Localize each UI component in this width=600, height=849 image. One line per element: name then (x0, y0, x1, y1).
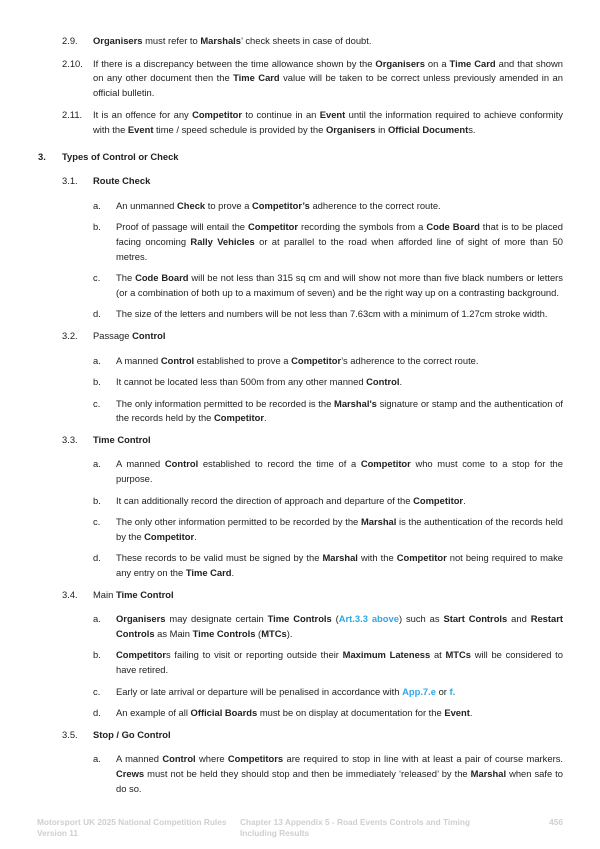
clause-number: a. (93, 354, 101, 366)
list-item (93, 220, 563, 264)
text-run: . (469, 707, 473, 719)
defined-term: MTCs (445, 649, 472, 661)
defined-term: Time Card (449, 57, 496, 69)
text-run: not being required to make any entry on the (116, 552, 563, 579)
subsection-heading (62, 588, 563, 603)
clause-number: 3.1. (62, 175, 78, 187)
clause-number: 2.11. (62, 109, 83, 121)
text-run: The size of the letters and numbers will be not less than 7.63cm with a minimum of 1.27cm stroke width. (116, 308, 548, 320)
text-run: who must come to a stop for the purpose. (116, 458, 563, 485)
defined-term: Event (127, 123, 154, 135)
text-run: ). (286, 627, 293, 639)
defined-term: Restart Controls (116, 613, 563, 639)
defined-term: Competitor (396, 552, 447, 564)
defined-term: Control (366, 376, 400, 388)
text-run: ’ check sheets in case of doubt. (241, 35, 372, 46)
text-run: s failing to visit or reporting outside their (166, 649, 343, 661)
text-run: to continue in an (242, 109, 320, 121)
text-run: will be not less than 315 sq cm and will show not more than five black numbers or letters (or a combination of both up to a maximum of seven) and be the right way up on a contrasting background. (116, 272, 563, 298)
clause-number: a. (93, 753, 101, 765)
clause-number: c. (93, 272, 101, 284)
clause-number: b. (93, 494, 101, 506)
defined-term: Time Control (115, 588, 174, 600)
text-run: . (399, 376, 403, 388)
defined-term: Competitors (227, 753, 284, 765)
clause-number: b. (93, 221, 101, 233)
text-run: must refer to (142, 35, 201, 46)
clause-number: 2.10. (62, 57, 83, 69)
clause-number: a. (93, 458, 101, 470)
text-run: must be on display at documentation for the (257, 707, 445, 719)
page-footer (37, 805, 563, 839)
text-run: An unmanned (116, 199, 177, 211)
text-run: must not be held they should stop and then be immediately ‘released’ by the (144, 767, 471, 779)
list-item (93, 307, 563, 322)
clause-number: c. (93, 685, 101, 697)
clause-number: a. (93, 199, 101, 211)
subsection-heading (62, 433, 563, 448)
defined-term: Time Controls (192, 627, 256, 639)
list-item (93, 354, 563, 369)
text-run: . (231, 567, 235, 579)
clause (62, 108, 563, 137)
text-run: . (194, 530, 197, 542)
clause-number: d. (93, 308, 101, 320)
clause-number: 2.9. (62, 35, 78, 46)
text-run: and that shown on any other document then the (93, 57, 563, 84)
text-run: and (507, 613, 531, 625)
text-run: . (463, 494, 466, 506)
text-run: may designate certain (165, 613, 268, 625)
defined-term: Event (319, 109, 346, 121)
list-item (93, 457, 563, 486)
text-run: recording the symbols from a (298, 221, 427, 233)
text-run: It can additionally record the direction of approach and departure of the (116, 494, 414, 506)
defined-term: Time Controls (267, 613, 332, 625)
defined-term: Time Control (93, 433, 151, 445)
defined-term: Control (164, 458, 199, 470)
text-run: ( (331, 613, 339, 625)
clause (62, 57, 563, 101)
section-heading (38, 150, 563, 165)
defined-term: Event (444, 707, 470, 719)
text-run: A manned (116, 458, 165, 470)
text-run: Proof of passage will entail the (116, 221, 248, 233)
text-run: An example of all (116, 707, 191, 719)
text-run: where (195, 753, 228, 765)
clause (62, 34, 563, 49)
text-run: It is an offence for any (93, 109, 193, 121)
text-run: is the authentication of the records held by the (116, 516, 563, 542)
subsection-heading (62, 174, 563, 189)
defined-term: Competitor (116, 649, 166, 661)
footer-page-number: 456 (549, 817, 563, 827)
list-item (93, 612, 563, 641)
text-run: s. (468, 123, 476, 135)
clause-number: c. (93, 397, 101, 409)
text-run: until the information required to achieve conformity with the (93, 109, 563, 135)
text-run: when safe to do so. (116, 767, 564, 794)
defined-term: Competitor (360, 458, 411, 470)
footer-publication: Motorsport UK 2025 National Competition Rules Version 11 (37, 817, 227, 838)
text-run: The only other information permitted to be recorded by the (116, 516, 361, 528)
defined-term: Competitor (291, 354, 342, 366)
clause-number: 3.3. (62, 433, 78, 445)
list-item (93, 515, 563, 544)
defined-term: Organisers (325, 123, 376, 135)
defined-term: Route Check (93, 175, 151, 187)
text-run: or at parallel to the road when afforded line of sight of more than 50 metres. (116, 235, 563, 262)
defined-term: Competitor (248, 221, 298, 233)
defined-term: Stop / Go Control (93, 728, 171, 740)
defined-term: Marshal (360, 516, 397, 528)
text-run: It cannot be located less than 500m from any other manned (116, 376, 367, 388)
defined-term: Official Boards (190, 707, 258, 719)
defined-term: Marshals (200, 35, 242, 46)
text-run: as Main (154, 627, 193, 639)
defined-term: Maximum Lateness (342, 649, 431, 661)
text-run: in (375, 123, 388, 135)
clause-number: 3. (38, 150, 46, 162)
defined-term: MTCs (261, 627, 287, 639)
text-run: are required to stop in line with at least a pair of course markers. (283, 753, 563, 765)
defined-term: Time Card (233, 72, 280, 84)
text-run: The (116, 272, 136, 284)
text-run: at (430, 649, 446, 661)
defined-term: Control (160, 354, 195, 366)
subsection-heading (62, 728, 563, 743)
text-run: time / speed schedule is provided by the (153, 123, 326, 135)
text-run: will be considered to have retired. (116, 649, 563, 675)
defined-term: Competitor (144, 530, 195, 542)
defined-term: Control (162, 753, 196, 765)
text-run: These records to be valid must be signed by the (116, 552, 323, 564)
text-run: established to prove a (194, 354, 292, 366)
defined-term: Organisers (93, 35, 143, 46)
text-run: that is to be placed facing oncoming (116, 221, 563, 247)
text-run: Main (93, 588, 116, 600)
clause-number: d. (93, 707, 101, 719)
defined-term: Crews (116, 767, 145, 779)
text-run: with the (357, 552, 397, 564)
list-item (93, 752, 564, 796)
list-item (93, 706, 563, 721)
defined-term: Competitor (192, 109, 243, 121)
text-run: Passage (93, 329, 133, 341)
list-item (93, 271, 563, 300)
defined-term: Time Card (185, 567, 232, 579)
defined-term: Rally Vehicles (190, 235, 255, 247)
text-run: Early or late arrival or departure will be penalised in accordance with (116, 685, 403, 697)
clause-number: 3.4. (62, 588, 78, 600)
clause-number: d. (93, 552, 101, 564)
clause-number: b. (93, 376, 101, 388)
clause-number: 3.2. (62, 329, 78, 341)
list-item (93, 551, 563, 580)
clause-number: b. (93, 649, 101, 661)
defined-term: Marshal (470, 767, 507, 779)
document-content (0, 34, 600, 803)
list-item (93, 375, 563, 390)
text-run: ’s adherence to the correct route. (341, 354, 479, 366)
text-run: If there is a discrepancy between the time allowance shown by the (93, 57, 376, 69)
defined-term: Marshal's (334, 397, 377, 409)
text-run: established to record the time of a (198, 458, 361, 470)
text-run: The only information permitted to be recorded is the (116, 397, 335, 409)
text-run: value will be taken to be correct unless previously amended in an official bulletin. (93, 72, 563, 98)
text-run: ( (255, 627, 262, 639)
defined-term: Code Board (426, 221, 480, 233)
subsection-heading (62, 329, 563, 344)
cross-reference-link[interactable]: f. (449, 685, 456, 697)
text-run: adherence to the correct route. (309, 199, 441, 211)
clause-number: 3.5. (62, 728, 78, 740)
cross-reference-link[interactable]: App.7.e (402, 685, 436, 697)
list-item (93, 199, 563, 214)
text-run: Types of Control or Check (62, 150, 179, 162)
footer-chapter: Chapter 13 Appendix 5 - Road Events Controls and Timing Including Results (240, 817, 471, 838)
defined-term: Start Controls (443, 613, 508, 625)
list-item (93, 648, 563, 677)
list-item (93, 397, 563, 426)
defined-term: Code Board (135, 272, 189, 284)
defined-term: Competitor (213, 412, 264, 424)
defined-term: Organisers (116, 613, 166, 625)
defined-term: Marshal (322, 552, 358, 564)
text-run: or (435, 685, 450, 697)
clause-number: a. (93, 613, 101, 625)
list-item (93, 685, 563, 700)
text-run: ) such as (398, 613, 444, 625)
defined-term: Check (176, 199, 206, 211)
text-run: . (263, 412, 267, 424)
text-run: signature or stamp and the authentication of the records held by the (116, 397, 563, 424)
text-run: on a (424, 57, 450, 69)
clause-number: c. (93, 516, 101, 528)
list-item (93, 494, 563, 509)
text-run: A manned (116, 753, 163, 765)
text-run: A manned (116, 354, 161, 366)
cross-reference-link[interactable]: Art.3.3 above (338, 613, 399, 625)
defined-term: Control (132, 329, 166, 341)
defined-term: Official Document (387, 123, 469, 135)
defined-term: Organisers (375, 57, 425, 69)
text-run: to prove a (205, 199, 253, 211)
defined-term: Competitor’s (252, 199, 310, 211)
defined-term: Competitor (413, 494, 464, 506)
